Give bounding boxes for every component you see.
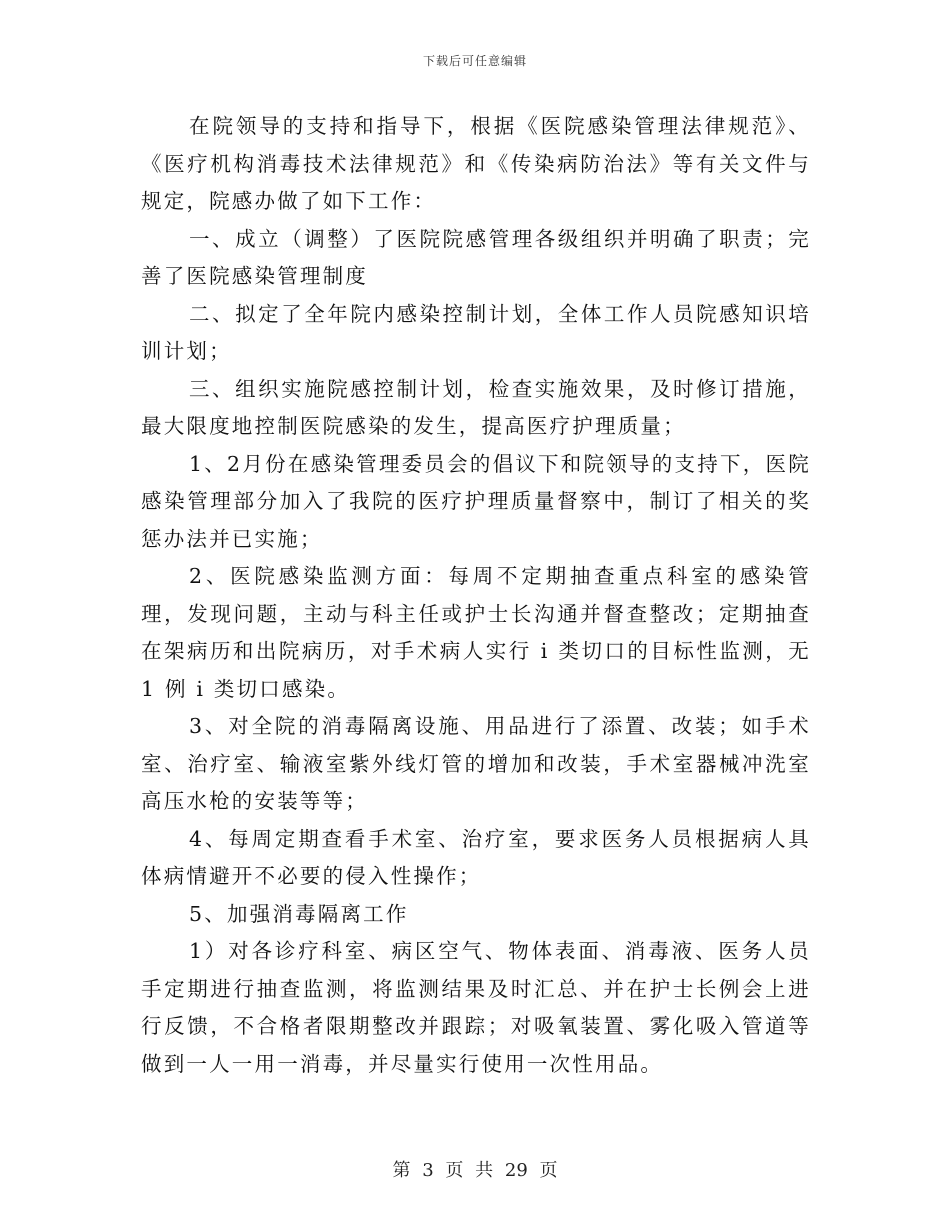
page-prefix: 第 bbox=[392, 1160, 411, 1181]
paragraph-item-2: 二、拟定了全年院内感染控制计划，全体工作人员院感知识培训计划； bbox=[141, 301, 811, 363]
paragraph-item-1: 一、成立（调整）了医院院感管理各级组织并明确了职责；完善了医院感染管理制度 bbox=[141, 226, 811, 288]
total-page-count: 29 bbox=[504, 1160, 528, 1181]
paragraph-subitem-5-1: 1）对各诊疗科室、病区空气、物体表面、消毒液、医务人员手定期进行抽查监测，将监测结果及时汇总、并在护士长例会上进行反馈，不合格者限期整改并跟踪；对吸氧装置、雾化吸入管道等做到一人一用一消毒，并尽量实行使用一次性用品。 bbox=[141, 939, 811, 1076]
paragraph-subitem-3: 3、对全院的消毒隔离设施、用品进行了添置、改装；如手术室、治疗室、输液室紫外线灯管的增加和改装，手术室器械冲洗室高压水枪的安装等等； bbox=[141, 714, 811, 813]
total-prefix: 共 bbox=[475, 1160, 494, 1181]
paragraph-subitem-4: 4、每周定期查看手术室、治疗室，要求医务人员根据病人具体病情避开不必要的侵入性操作； bbox=[141, 826, 811, 888]
total-unit: 页 bbox=[539, 1160, 558, 1181]
page-number-footer bbox=[0, 1156, 950, 1182]
current-page-number: 3 bbox=[422, 1160, 434, 1181]
paragraph-subitem-1: 1、2月份在感染管理委员会的倡议下和院领导的支持下，医院感染管理部分加入了我院的医疗护理质量督察中，制订了相关的奖惩办法并已实施； bbox=[141, 451, 811, 551]
paragraph-subitem-2: 2、医院感染监测方面：每周不定期抽查重点科室的感染管理，发现问题，主动与科主任或护士长沟通并督查整改；定期抽查在架病历和出院病历，对手术病人实行 i 类切口的目标性监测，无 1 例 i 类切口感染。 bbox=[141, 564, 811, 701]
page-unit: 页 bbox=[445, 1160, 464, 1181]
paragraph-subitem-5: 5、加强消毒隔离工作 bbox=[189, 901, 409, 926]
paragraph-intro: 在院领导的支持和指导下，根据《医院感染管理法律规范》、《医疗机构消毒技术法律规范》和《传染病防治法》等有关文件与规定，院感办做了如下工作： bbox=[141, 114, 811, 213]
paragraph-item-3: 三、组织实施院感控制计划，检查实施效果，及时修订措施，最大限度地控制医院感染的发生，提高医疗护理质量； bbox=[141, 376, 811, 438]
page-header-note: 下载后可任意编辑 bbox=[422, 54, 527, 68]
document-body bbox=[141, 108, 811, 1083]
